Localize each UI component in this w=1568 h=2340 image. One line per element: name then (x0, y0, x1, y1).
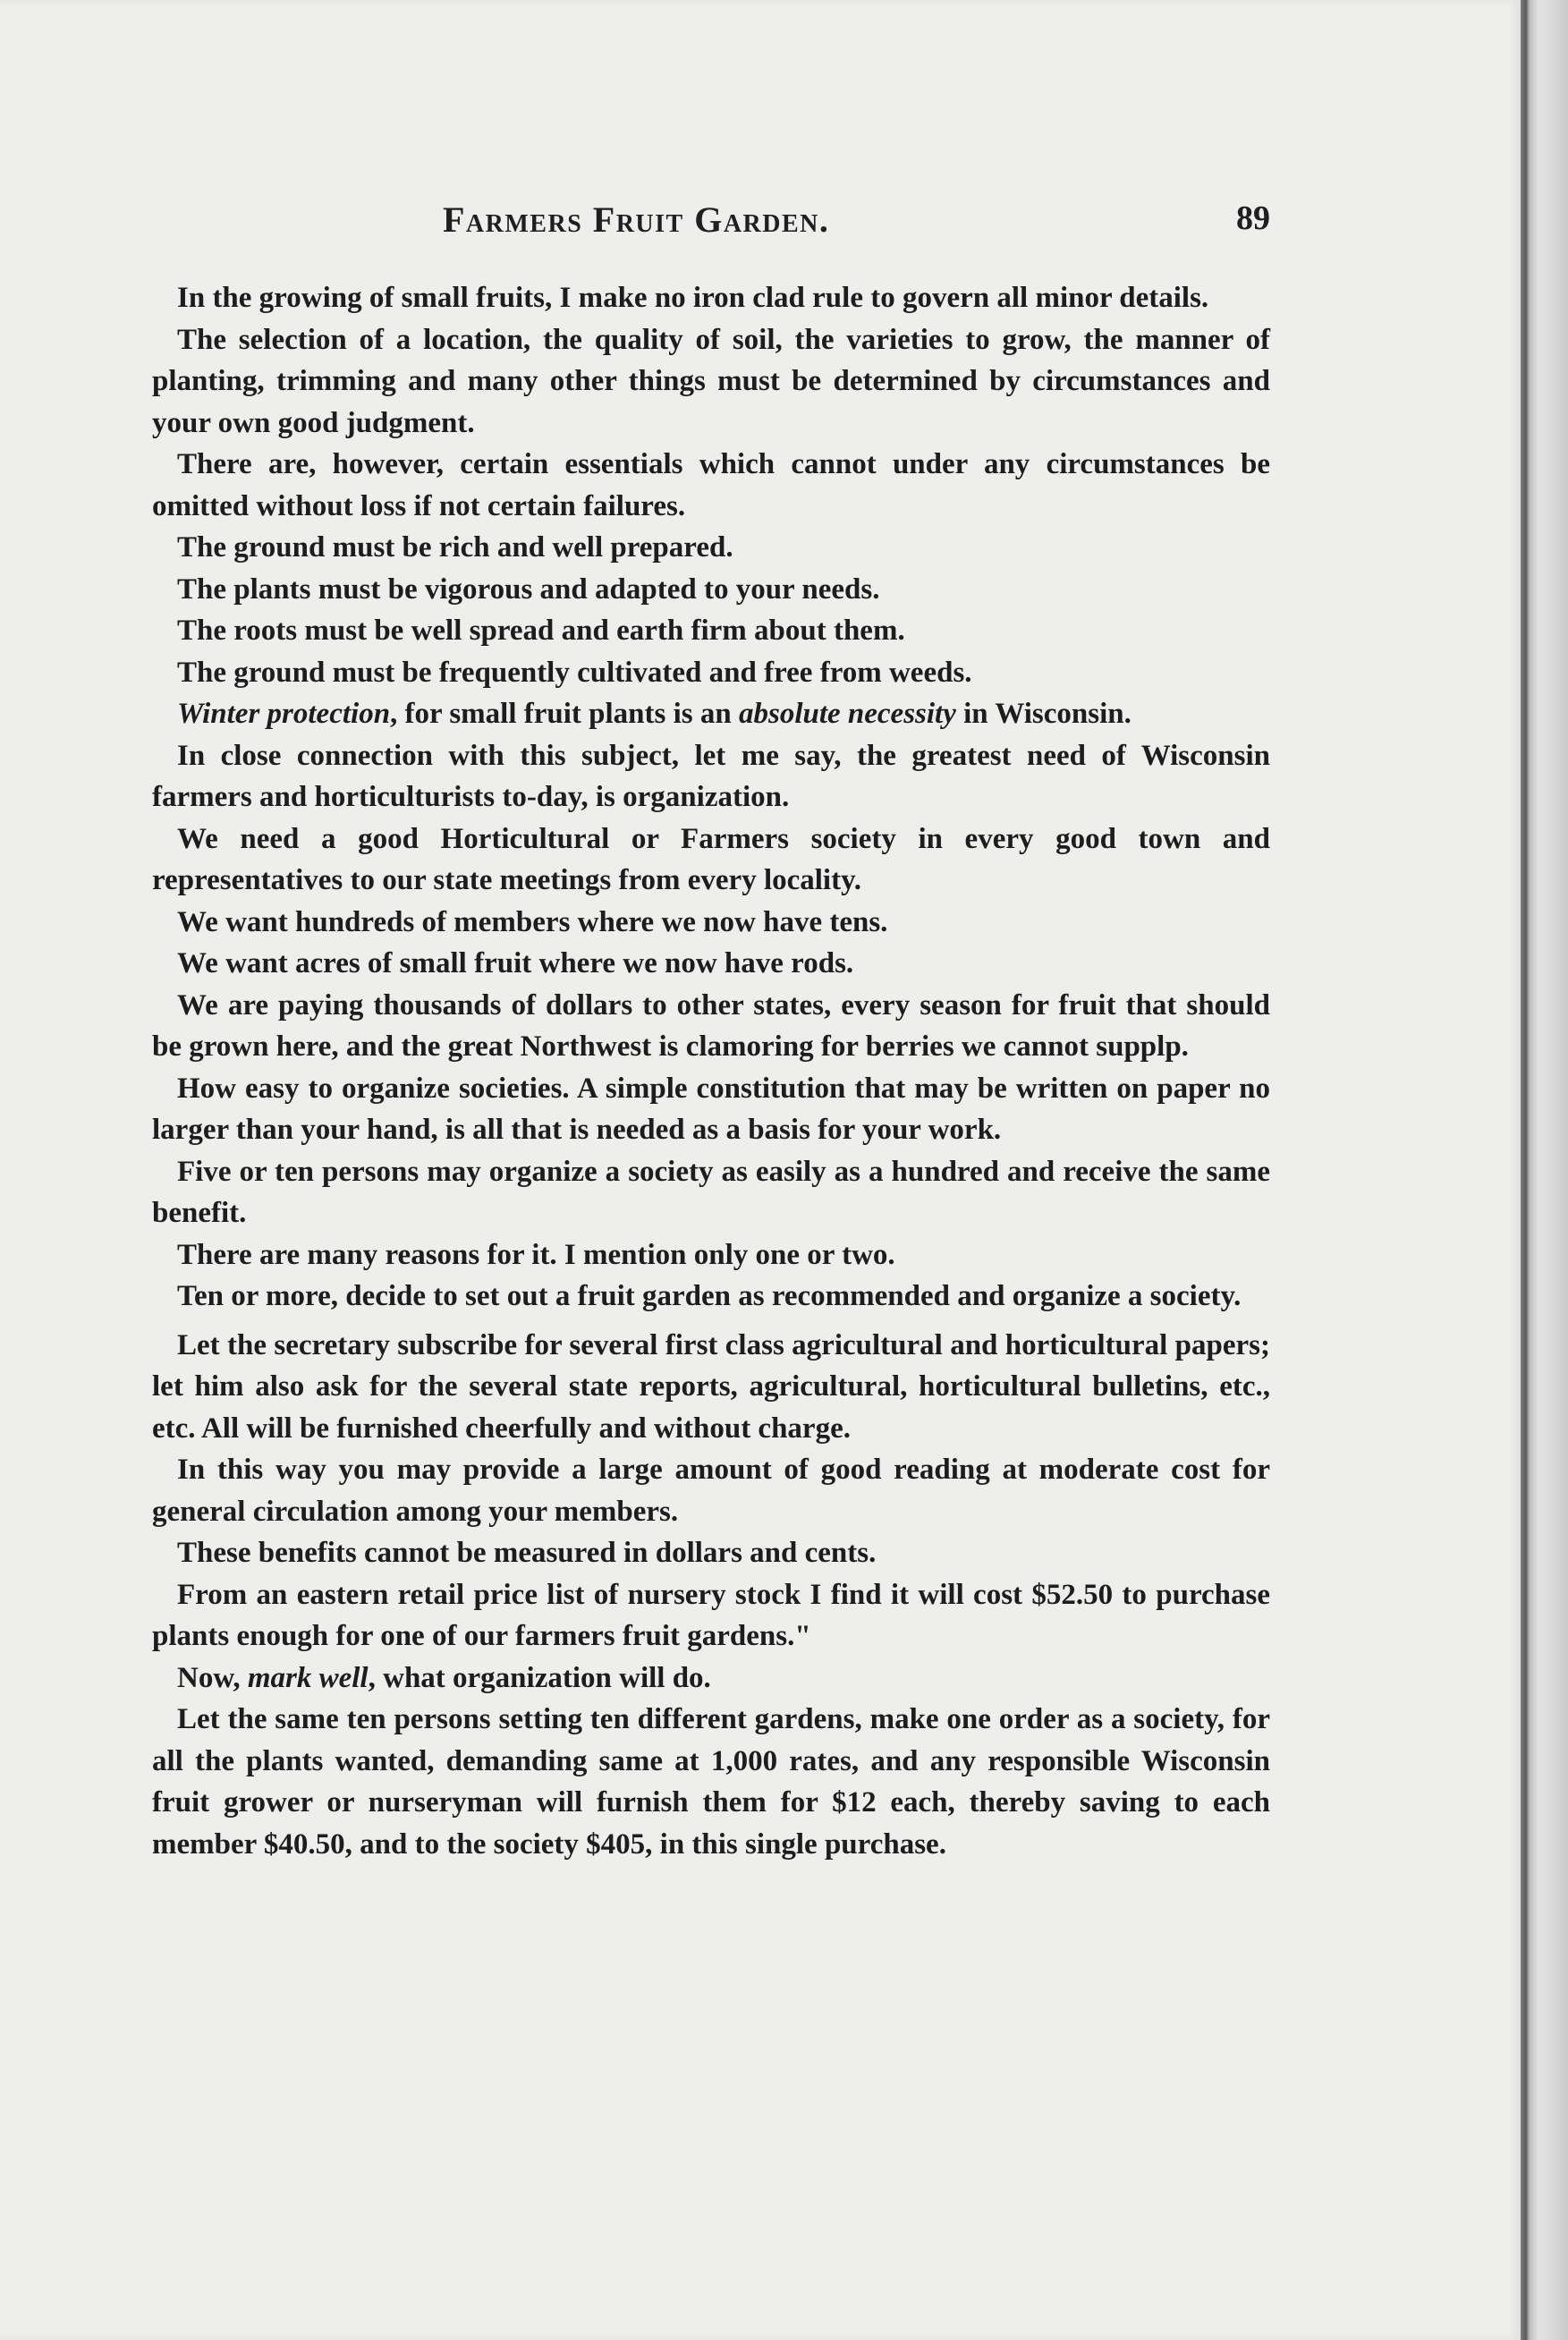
text-segment: We are paying thousands of dollars to other states, every season for fruit that should be grown here, and the great Northwest is clamoring for berries we cannot supplp. (152, 988, 1270, 1063)
text-segment: The roots must be well spread and earth firm about them. (177, 615, 905, 647)
italic-text: mark well (247, 1661, 369, 1694)
text-segment: Now, (177, 1661, 248, 1694)
paragraph (152, 735, 1270, 818)
text-segment: There are, however, certain essentials which cannot under any circumstances be omitted without loss if not certain failures. (152, 448, 1270, 522)
page-edge (1521, 0, 1568, 2340)
italic-text: Winter protection (177, 698, 391, 730)
paragraph (152, 1068, 1270, 1151)
paragraph (152, 1658, 1270, 1700)
paragraph (152, 902, 1270, 944)
paragraph (152, 1574, 1270, 1658)
text-segment: Five or ten persons may organize a society as easily as a hundred and receive the same benefit. (152, 1155, 1270, 1229)
italic-text: absolute necessity (738, 698, 956, 730)
text-segment: Let the secretary subscribe for several first class agricultural and horticultural papers; let him also ask for the several state reports, agricultural, horticultural bulletins, etc., etc. All will be furnished cheerfully and without charge. (152, 1328, 1270, 1445)
text-segment: , for small fruit plants is an (390, 698, 739, 730)
text-segment: We want acres of small fruit where we now have rods. (177, 947, 854, 979)
paragraph (152, 277, 1270, 319)
text-segment: From an eastern retail price list of nursery stock I find it will cost $52.50 to purchase plants enough for one of our farmers fruit gardens." (152, 1578, 1270, 1652)
text-segment: These benefits cannot be measured in dollars and cents. (177, 1537, 877, 1569)
page-number: 89 (1236, 199, 1270, 237)
paragraph (152, 985, 1270, 1068)
text-segment: In the growing of small fruits, I make no iron clad rule to govern all minor details. (177, 282, 1209, 314)
text-segment: , what organization will do. (368, 1661, 711, 1694)
text-segment: There are many reasons for it. I mention only one or two. (177, 1238, 895, 1271)
running-title: Farmers Fruit Garden. (443, 199, 830, 240)
paragraph (152, 569, 1270, 611)
text-segment: The plants must be vigorous and adapted to your needs. (177, 572, 880, 606)
paragraph (152, 1449, 1270, 1532)
paragraph (152, 1276, 1270, 1318)
text-segment: We want hundreds of members where we now have tens. (177, 905, 888, 938)
text-segment: in Wisconsin. (955, 698, 1132, 730)
text-segment: The ground must be rich and well prepared. (177, 531, 733, 564)
paragraph (152, 943, 1270, 985)
paragraph (152, 1151, 1270, 1234)
paragraph (152, 1234, 1270, 1276)
text-segment: In this way you may provide a large amount of good reading at moderate cost for general circulation among your members. (152, 1454, 1270, 1528)
paragraph (152, 693, 1270, 735)
text-segment: The selection of a location, the quality of soil, the varieties to grow, the manner of planting, trimming and many other things must be determined by circumstances and your own good judgment. (152, 323, 1270, 439)
body-text (152, 277, 1270, 1865)
text-segment: We need a good Horticultural or Farmers society in every good town and representatives to our state meetings from every locality. (152, 822, 1270, 896)
text-segment: The ground must be frequently cultivated and free from weeds. (177, 656, 972, 689)
text-segment: Ten or more, decide to set out a fruit garden as recommended and organize a society. (177, 1280, 1242, 1312)
text-segment: How easy to organize societies. A simple constitution that may be written on paper no larger than your hand, is all that is needed as a basis for your work. (152, 1072, 1270, 1146)
paragraph (152, 818, 1270, 902)
paragraph (152, 610, 1270, 652)
paragraph (152, 652, 1270, 694)
paragraph (152, 1699, 1270, 1865)
paragraph (152, 1532, 1270, 1574)
page-header (152, 199, 1270, 249)
text-segment: Let the same ten persons setting ten different gardens, make one order as a society, for all the plants wanted, demanding same at 1,000 rates, and any responsible Wisconsin fruit grower or nurseryman will furnish them for $12 each, thereby saving to each member $40.50, and to the society $405, in this single purchase. (152, 1703, 1270, 1861)
text-segment: In close connection with this subject, let me say, the greatest need of Wisconsin farmers and horticulturists to-day, is organization. (152, 739, 1270, 813)
paragraph (152, 319, 1270, 445)
paragraph (152, 527, 1270, 569)
paragraph (152, 1325, 1270, 1450)
paragraph (152, 444, 1270, 527)
